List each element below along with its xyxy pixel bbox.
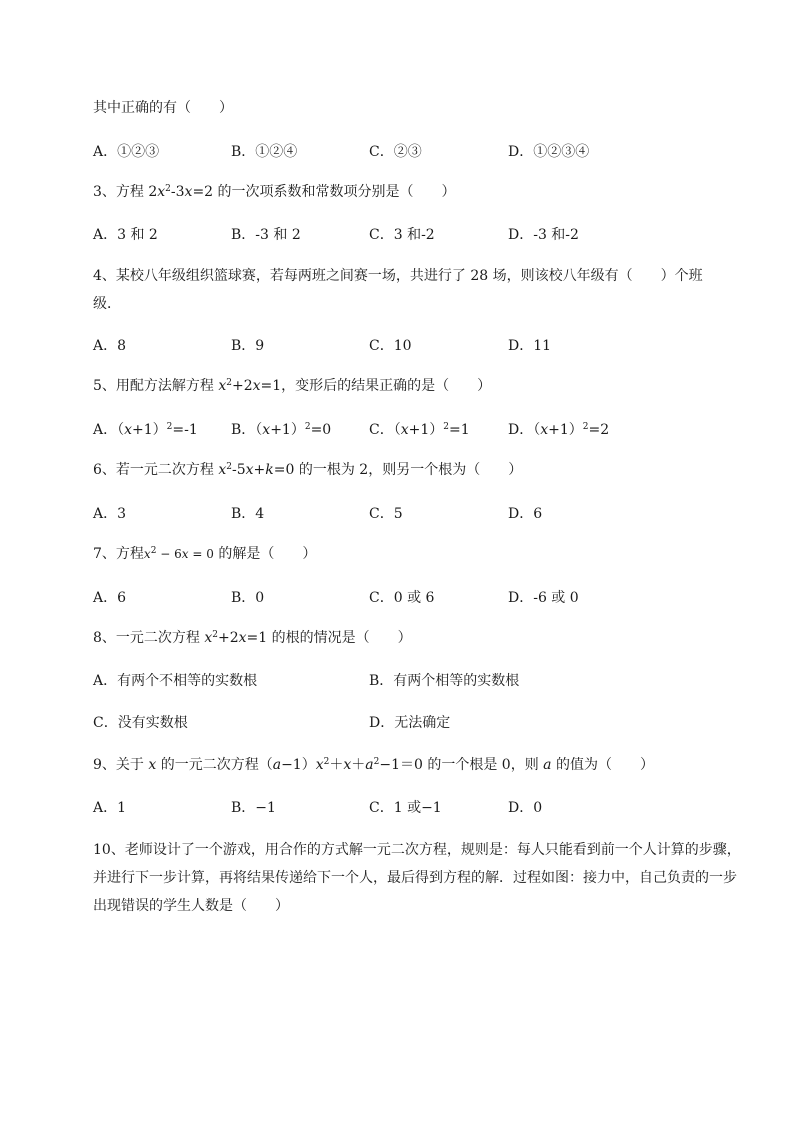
intro-text: 其中正确的有（ ）: [93, 100, 233, 116]
intro-option-a: A．①②③: [93, 144, 160, 160]
question-6: 6、若一元二次方程 $x^2-5x+k=0$ 的一根为 2，则另一个根为（ ）: [93, 462, 523, 478]
q8-option-a: A．有两个不相等的实数根: [93, 673, 258, 689]
q5-option-d: D．$(x+1)^2=2$: [508, 422, 610, 438]
q5-option-a: A．$(x+1)^2=-1$: [93, 422, 198, 438]
question-3: 3、方程 $2x^2-3x=2$ 的一次项系数和常数项分别是（ ）: [93, 184, 456, 200]
q7-option-b: B．0: [231, 590, 265, 606]
q4-option-a: A．8: [93, 338, 127, 354]
q8-option-c: C．没有实数根: [93, 715, 188, 731]
q8-option-b: B．有两个相等的实数根: [369, 673, 520, 689]
q9-option-b: B．−1: [231, 800, 276, 816]
question-7: 7、方程$x^2 - 6x = 0$ 的解是（ ）: [93, 546, 317, 562]
intro-option-d: D．①②③④: [508, 144, 590, 160]
q5-option-c: C．$(x+1)^2=1$: [369, 422, 470, 438]
q7-option-d: D．-6 或 0: [508, 590, 579, 606]
intro-option-c: C．②③: [369, 144, 422, 160]
q6-option-d: D．6: [508, 506, 543, 522]
question-8: 8、一元二次方程 $x^2+2x=1$ 的根的情况是（ ）: [93, 630, 412, 646]
q6-option-b: B．4: [231, 506, 265, 522]
q8-option-d: D．无法确定: [369, 715, 451, 731]
question-5: 5、用配方法解方程 $x^2+2x=1$，变形后的结果正确的是（ ）: [93, 378, 492, 394]
q9-option-c: C．1 或−1: [369, 800, 442, 816]
question-9: 9、关于 x 的一元二次方程$(a-1)x^2+x+a^2-1=0$ 的一个根是 0，则 a 的值为（ ）: [93, 757, 654, 773]
q7-option-a: A．6: [93, 590, 127, 606]
question-4-line-2: 级．: [93, 296, 121, 312]
q5-option-b: B．$(x+1)^2=0$: [231, 422, 332, 438]
q7-option-c: C．0 或 6: [369, 590, 435, 606]
intro-option-b: B．①②④: [231, 144, 298, 160]
question-10: 10、老师设计了一个游戏，用合作的方式解一元二次方程，规则是：每人只能看到前一个人计算的步骤，并进行下一步计算，再将结果传递给下一个人，最后得到方程的解．过程如图：接力中，自己负责的一步出现错误的学生人数是（ ）: [93, 842, 741, 914]
q9-option-a: A．1: [93, 800, 127, 816]
q3-option-c: C．3 和-2: [369, 227, 435, 243]
q4-option-c: C．10: [369, 338, 412, 354]
question-4-line-1: 4、某校八年级组织篮球赛，若每两班之间赛一场，共进行了 28 场，则该校八年级有（ ）个班: [93, 268, 703, 284]
q9-option-d: D．0: [508, 800, 543, 816]
q4-option-d: D．11: [508, 338, 552, 354]
q6-option-a: A．3: [93, 506, 127, 522]
q3-option-d: D．-3 和-2: [508, 227, 579, 243]
q6-option-c: C．5: [369, 506, 403, 522]
q3-option-a: A．3 和 2: [93, 227, 158, 243]
q3-option-b: B．-3 和 2: [231, 227, 301, 243]
q4-option-b: B．9: [231, 338, 265, 354]
